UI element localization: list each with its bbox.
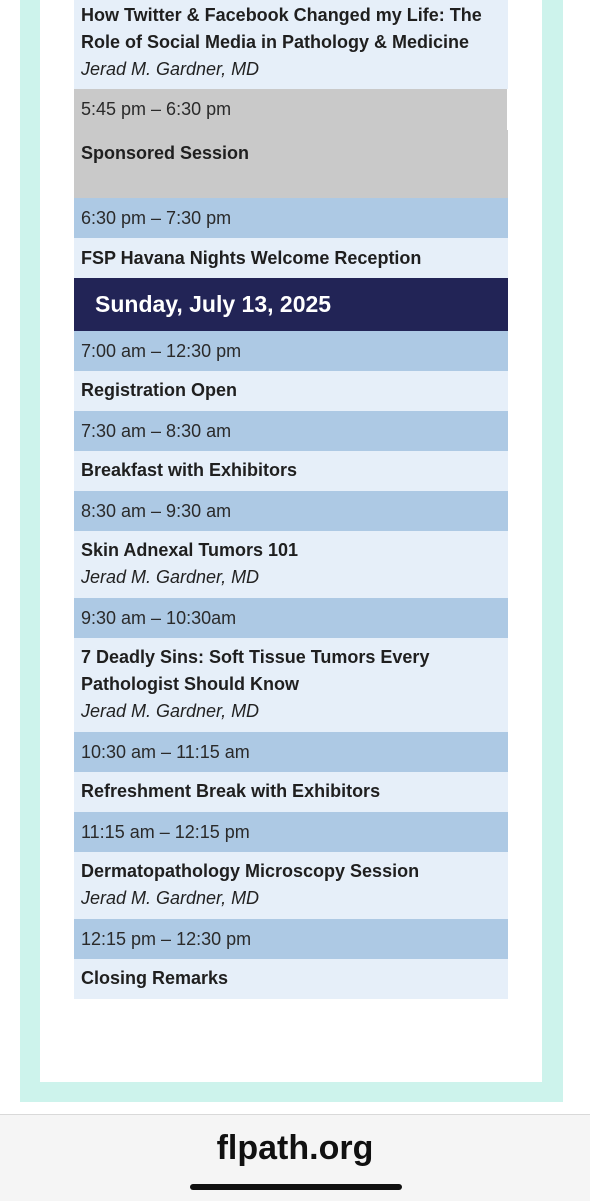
event-cell [74,371,508,411]
time-cell [74,331,508,371]
event-title: FSP Havana Nights Welcome Reception [81,248,422,268]
day-header-label: Sunday, July 13, 2025 [95,291,332,317]
event-title: Refreshment Break with Exhibitors [81,781,381,801]
session-list [74,331,508,999]
time-cell [74,812,508,852]
event-title: Breakfast with Exhibitors [81,460,298,480]
event-cell [74,959,508,999]
event-cell [74,0,508,89]
day-header [74,278,508,331]
event-speaker: Jerad M. Gardner, MD [81,567,260,587]
time-cell [74,732,508,772]
time-label: 9:30 am – 10:30am [81,607,237,628]
time-label: 11:15 am – 12:15 pm [81,821,250,842]
browser-address-bar[interactable] [0,1114,590,1201]
home-indicator[interactable] [190,1184,402,1190]
time-label: 7:00 am – 12:30 pm [81,340,242,361]
event-cell [74,238,508,278]
event-cell [74,852,508,919]
event-title: Sponsored Session [81,143,250,163]
event-title: 7 Deadly Sins: Soft Tissue Tumors Every Pathologist Should Know [81,647,430,694]
event-cell [74,451,508,491]
url-domain[interactable]: flpath.org [216,1129,374,1167]
time-label: 10:30 am – 11:15 am [81,741,250,762]
event-cell [74,772,508,812]
time-cell [74,491,508,531]
time-cell [74,198,508,238]
time-label: 6:30 pm – 7:30 pm [81,207,232,228]
time-cell [74,919,508,959]
event-title: How Twitter & Facebook Changed my Life: The Role of Social Media in Pathology & Medicine [81,5,482,52]
event-cell [74,130,508,198]
event-speaker: Jerad M. Gardner, MD [81,888,260,908]
time-label: 8:30 am – 9:30 am [81,500,232,521]
event-title: Closing Remarks [81,968,229,988]
time-cell [74,89,507,130]
event-title: Skin Adnexal Tumors 101 [81,540,299,560]
schedule-table [74,0,508,999]
time-cell [74,598,508,638]
event-title: Dermatopathology Microscopy Session [81,861,420,881]
event-title: Registration Open [81,380,238,400]
time-label: 12:15 pm – 12:30 pm [81,928,252,949]
time-cell [74,411,508,451]
event-cell [74,638,508,732]
time-label: 5:45 pm – 6:30 pm [81,99,232,119]
event-cell [74,531,508,598]
time-label: 7:30 am – 8:30 am [81,420,232,441]
event-speaker: Jerad M. Gardner, MD [81,59,260,79]
event-speaker: Jerad M. Gardner, MD [81,701,260,721]
